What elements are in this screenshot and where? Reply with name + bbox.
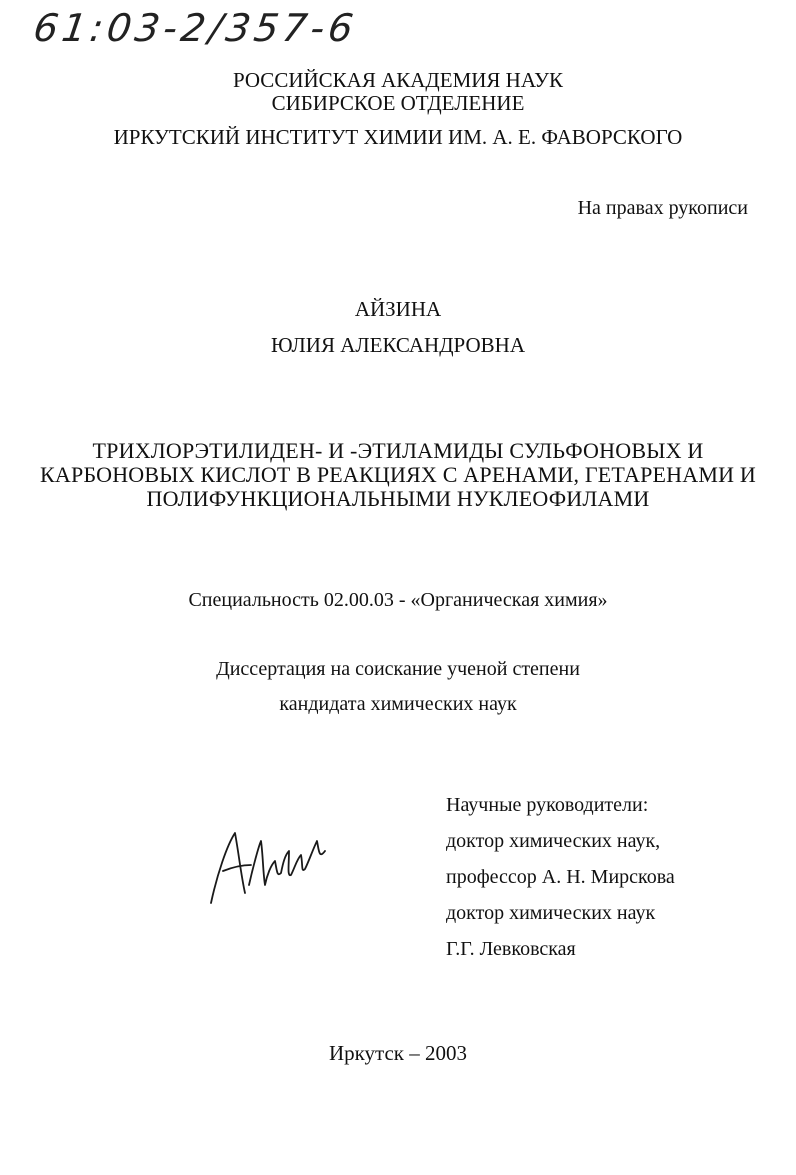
author-name: ЮЛИЯ АЛЕКСАНДРОВНА	[271, 333, 525, 357]
author-signature	[205, 815, 335, 910]
supervisor-1-name: профессор А. Н. Мирскова	[446, 866, 675, 888]
title-line-3: ПОЛИФУНКЦИОНАЛЬНЫМИ НУКЛЕОФИЛАМИ	[146, 486, 650, 511]
title-line-2: КАРБОНОВЫХ КИСЛОТ В РЕАКЦИЯХ С АРЕНАМИ, ГЕТАРЕНАМИ И	[40, 462, 756, 487]
branch-name: СИБИРСКОЕ ОТДЕЛЕНИЕ	[271, 91, 525, 115]
rights-note: На правах рукописи	[577, 197, 748, 219]
degree-line-1: Диссертация на соискание ученой степени	[216, 658, 580, 680]
specialty: Специальность 02.00.03 - «Органическая химия»	[188, 589, 608, 611]
supervisors-heading: Научные руководители:	[446, 794, 649, 816]
archive-number-handwritten: 61:03-2/357-6	[30, 6, 360, 50]
institute-name: ИРКУТСКИЙ ИНСТИТУТ ХИМИИ ИМ. А. Е. ФАВОРСКОГО	[113, 125, 683, 149]
title-line-1: ТРИХЛОРЭТИЛИДЕН- И -ЭТИЛАМИДЫ СУЛЬФОНОВЫХ И	[92, 438, 704, 463]
supervisor-2-name: Г.Г. Левковская	[446, 938, 576, 960]
degree-line-2: кандидата химических наук	[279, 693, 517, 715]
place-year: Иркутск – 2003	[328, 1041, 468, 1065]
supervisor-2-degree: доктор химических наук	[446, 902, 656, 924]
supervisor-1-degree: доктор химических наук,	[446, 830, 661, 852]
author-surname: АЙЗИНА	[354, 297, 442, 321]
academy-name: РОССИЙСКАЯ АКАДЕМИЯ НАУК	[232, 68, 564, 92]
